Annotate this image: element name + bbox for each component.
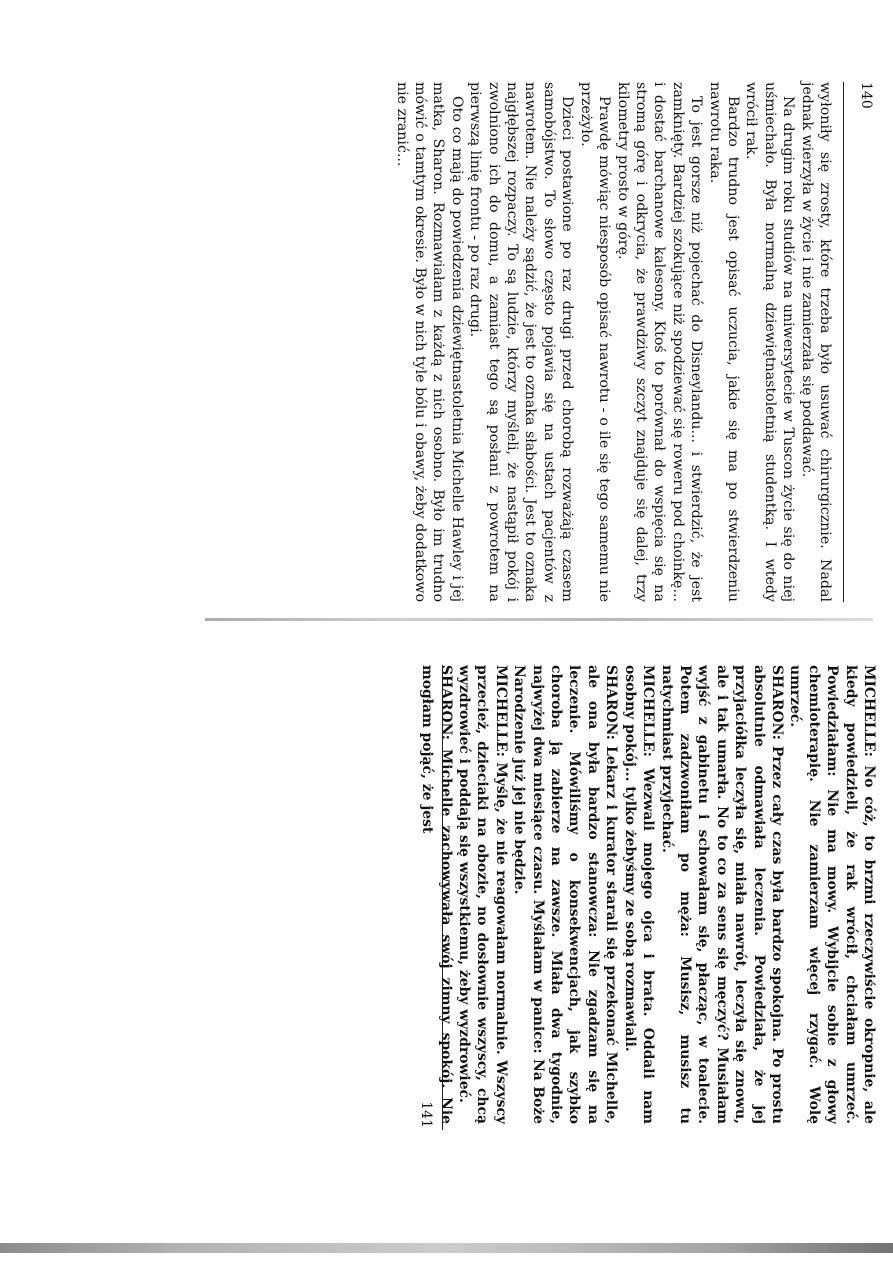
page-body (392, 82, 834, 602)
paragraph: To jest gorsze niż pojechać do Disneylandu... i stwierdzić, że jest zamknięty. Bardziej szokujące niż spodziewać się roweru pod choinkę... i dostać barchanowe kalesony. Ktoś to porównał do wspięcia się na stromą górę i odkrycia, że prawdziwy szczyt znajduje się dalej, trzy kilometry prosto w górę. (614, 82, 705, 602)
scan-edge-shadow (0, 1243, 893, 1253)
paragraph: Oto co mają do powiedzenia dziewiętnastoletnia Michelle Hawley i jej matka, Sharon. Rozmawiałam z każdą z nich osobno. Było im trudno mówić o tamtym okresie. Było w nich tyle bólu i obawy, żeby dodatkowo nie zranić... (393, 82, 465, 602)
page-body (418, 665, 878, 1124)
fold-streak (205, 618, 873, 621)
page-141 (80, 665, 877, 1130)
paragraph: MICHELLE: No cóż, to brzmi rzeczywiście okropnie, ale kiedy powiedzieli, że rak wrócił, chciałam umrzeć. Powiedziałam: Nie ma mowy. Wybijcie sobie z głowy chemioterapię. Nie zamierzam więcej rzygać. Wolę umrzeć. (787, 665, 877, 1124)
page-fold-shadow (205, 610, 873, 632)
paragraph: Prawdę mówiąc niesposób opisać nawrotu - o ile się tego samemu nie przeżyło. (577, 82, 613, 602)
paragraph: MICHELLE: Myślę, że nie reagowałam normalnie. Wszyscy przecież, dzieciaki na obozie, no dosłownie wszyscy, chcą wyzdrowieć i poddają się wszystkiemu, żeby wyzdrowieć. (456, 665, 509, 1124)
paragraph: SHARON: Lekarz i kurator starali się przekonać Michelle, ale ona była bardzo stanowcza: Nie zgadzam się na leczenie. Mówiliśmy o konsekwencjach, jak szybko choroba ją zabierze na zawsze. Miała dwa tygodnie, najwyżej dwa miesiące czasu. Myślałam w panice: Na Boże Narodzenie już jej nie będzie. (511, 665, 620, 1124)
paragraph: SHARON: Michelle zachowywała swój zimny spokój. Nie mogłam pojąć, że jest (419, 665, 454, 1124)
paragraph: wyłoniły się zrosty, które trzeba było usuwać chirurgicznie. Nadal jednak wierzyła w życie i nie zamierzała się poddawać. (798, 82, 833, 602)
paragraph: SHARON: Przez cały czas była bardzo spokojna. Po prostu absolutnie odmawiała leczenia. Powiedziała, że jej przyjaciółka leczyła się, miała nawrót, leczyła się znowu, ale i tak umarła. No to co za sens się męczyć? Musiałam wyjść z gabinetu i schowałam się, płacząc, w toalecie. Potem zadzwoniłam po męża: Musisz, musisz tu natychmiast przyjechać. (658, 665, 785, 1124)
page-140 (82, 82, 872, 602)
paragraph: Bardzo trudno jest opisać uczucia, jakie się ma po stwierdzeniu nawrotu raka. (706, 82, 741, 602)
page-number: 141 (418, 1101, 434, 1128)
paragraph: Na drugim roku studiów na uniwersytecie w Tuscon życie się do niej uśmiechało. Była normalną dziewiętnastoletnią studentką. I wtedy wrócił rak. (743, 82, 797, 602)
paragraph: Dzieci postawione po raz drugi przed chorobą rozważają czasem samobójstwo. To słowo często pojawia się na ustach pacjentów z nawrotem. Nie należy sądzić, że jest to oznaka słabości. Jest to oznaka najgłębszej rozpaczy. To są ludzie, którzy myśleli, że nastąpił pokój i zwolniono ich do domu, a zamiast tego są posłani z powrotem na pierwszą linię frontu - po raz drugi. (467, 82, 576, 602)
page-number: 140 (858, 82, 874, 109)
paragraph: MICHELLE: Wezwali mojego ojca i brata. Oddali nam osobny pokój... tylko żebyśmy ze sobą rozmawiali. (621, 665, 657, 1124)
footer-rule (442, 665, 443, 1130)
header-rule (843, 82, 844, 602)
